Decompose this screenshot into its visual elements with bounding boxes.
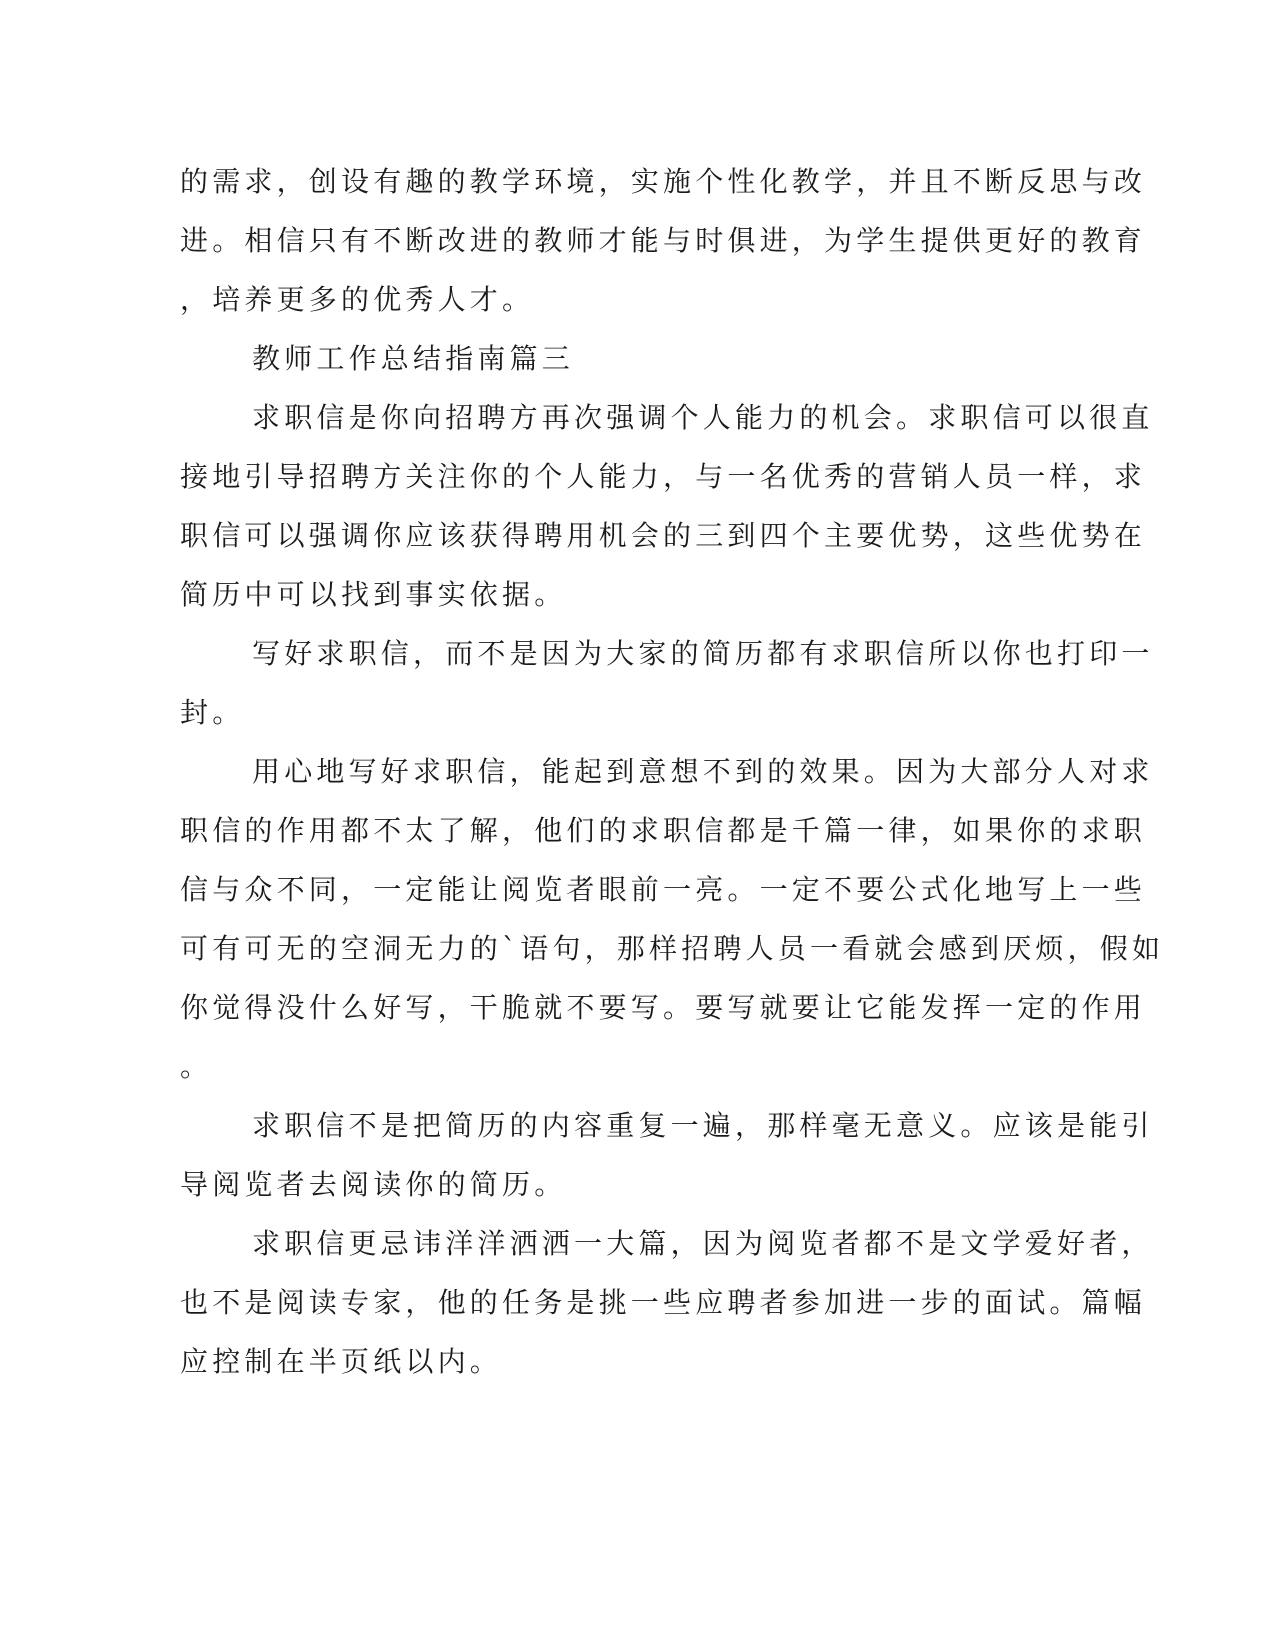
text-line: ，培养更多的优秀人才。 bbox=[180, 283, 535, 316]
text-line: 求职信更忌讳洋洋洒洒一大篇，因为阅览者都不是文学爱好者， bbox=[252, 1227, 1154, 1260]
section-heading bbox=[180, 329, 1040, 388]
text-line: 用心地写好求职信，能起到意想不到的效果。因为大部分人对求 bbox=[252, 755, 1154, 788]
text-line: 。 bbox=[180, 1050, 213, 1083]
text-line: 信与众不同，一定能让阅览者眼前一亮。一定不要公式化地写上一些 bbox=[180, 873, 1147, 906]
text-line: 求职信是你向招聘方再次强调个人能力的机会。求职信可以很直 bbox=[252, 401, 1154, 434]
text-line: 可有可无的空洞无力的`语句，那样招聘人员一看就会感到厌烦，假如 bbox=[180, 932, 1165, 965]
text-line: 的需求，创设有趣的教学环境，实施个性化教学，并且不断反思与改 bbox=[180, 165, 1147, 198]
paragraph-not-repeat-resume bbox=[180, 1096, 1154, 1214]
paragraph-be-distinctive bbox=[180, 742, 1165, 1096]
document-body bbox=[180, 152, 1165, 1391]
text-line: 职信可以强调你应该获得聘用机会的三到四个主要优势，这些优势在 bbox=[180, 519, 1147, 552]
paragraph-write-well bbox=[180, 624, 1154, 742]
text-line: 写好求职信，而不是因为大家的简历都有求职信所以你也打印一 bbox=[252, 637, 1154, 670]
text-line: 应控制在半页纸以内。 bbox=[180, 1345, 503, 1378]
text-line: 简历中可以找到事实依据。 bbox=[180, 578, 567, 611]
text-line: 导阅览者去阅读你的简历。 bbox=[180, 1168, 567, 1201]
text-line: 也不是阅读专家，他的任务是挑一些应聘者参加进一步的面试。篇幅 bbox=[180, 1286, 1147, 1319]
paragraph-cover-letter-purpose bbox=[180, 388, 1154, 624]
text-line: 封。 bbox=[180, 696, 245, 729]
text-line: 职信的作用都不太了解，他们的求职信都是千篇一律，如果你的求职 bbox=[180, 814, 1147, 847]
paragraph-keep-short bbox=[180, 1214, 1154, 1391]
paragraph-intro-continuation bbox=[180, 152, 1147, 329]
text-line: 你觉得没什么好写，干脆就不要写。要写就要让它能发挥一定的作用 bbox=[180, 991, 1147, 1024]
text-line: 接地引导招聘方关注你的个人能力，与一名优秀的营销人员一样，求 bbox=[180, 460, 1147, 493]
text-line: 求职信不是把简历的内容重复一遍，那样毫无意义。应该是能引 bbox=[252, 1109, 1154, 1142]
text-line: 进。相信只有不断改进的教师才能与时俱进，为学生提供更好的教育 bbox=[180, 224, 1147, 257]
section-heading-text: 教师工作总结指南篇三 bbox=[252, 342, 575, 375]
